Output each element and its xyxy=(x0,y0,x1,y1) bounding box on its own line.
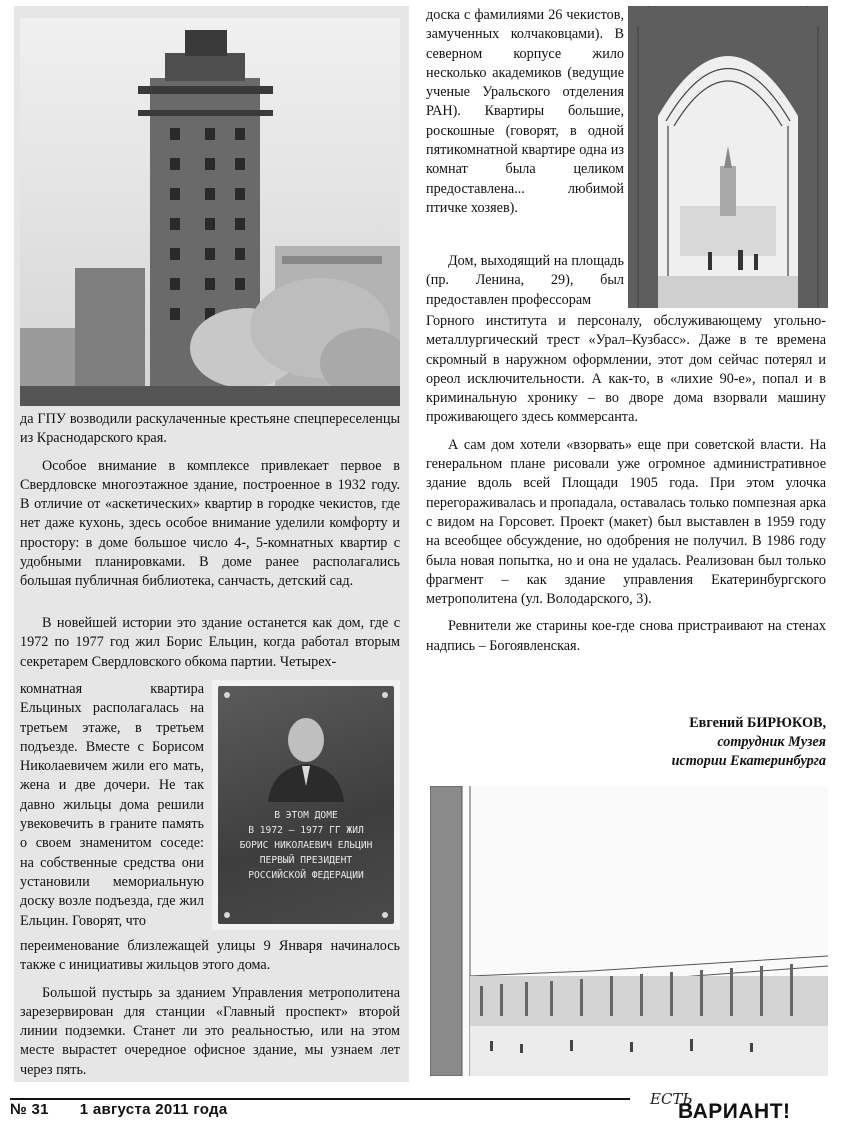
paragraph: Большой пустырь за зданием Управления метрополитена зарезервирован для станции «Главный проспект» второй линии подземки. Станет ли это реальностью, или на этом месте вырастет очередное офисное здание, мы узнаем лет через пять. xyxy=(20,984,400,1078)
right-text-block-1 xyxy=(426,6,624,218)
plaque-line: РОССИЙСКОЙ ФЕДЕРАЦИИ xyxy=(248,870,364,881)
issue-date: 1 августа 2011 года xyxy=(79,1101,228,1118)
left-text-narrow xyxy=(20,680,204,931)
left-text-block-3 xyxy=(20,937,400,1080)
screw-icon xyxy=(382,692,388,698)
arch-drawing xyxy=(628,6,828,308)
square-sketch xyxy=(430,786,828,1076)
author-name: Евгений БИРЮКОВ, xyxy=(689,715,826,731)
paragraph: А сам дом хотели «взорвать» еще при советской власти. На генеральном плане рисовали уже огромное административное здание вдоль всей Площади 1905 года. При этом улочка перегораживалась и пропадала, оставалась только помпезная арка с видом на Горсовет. Проект (макет) был выставлен в 1959 году на всеобщее обсуждение, но одобрения не получил. В 1986 году была новая попытка, но и она не удалась. Реализован был только фрагмент – как здание управления Екатеринбургского метрополитена (ул. Володарского, 3). xyxy=(426,436,826,608)
plaque-line: В ЭТОМ ДОМЕ xyxy=(274,810,338,821)
right-text-block-2 xyxy=(426,252,624,310)
paragraph-intro: В новейшей истории это здание останется как дом, где с 1972 по 1977 год жил Борис Ельцин, когда работал вторым секретарем Свердловского обкома партии. Четырех- xyxy=(20,615,400,670)
author-role: сотрудник Музея xyxy=(717,734,826,750)
page-footer xyxy=(10,1090,828,1128)
author-role: истории Екатеринбурга xyxy=(671,753,826,769)
plaque-inscription xyxy=(228,808,384,883)
right-text-block-3 xyxy=(426,312,826,656)
logo-script: ЕСТЬ xyxy=(650,1090,693,1108)
paragraph: да ГПУ возводили раскулаченные крестьяне спецпереселенцы из Краснодарского края. xyxy=(20,411,400,447)
paragraph: Особое внимание в комплексе привлекает первое в Свердловске многоэтажное здание, построенное в 1932 году. В отличие от «аскетических» квартир в городке чекистов, где нет даже кухонь, здесь особое внимание уделили комфорту и простору: в доме большое число 4-, 5-комнатных квартир с удобными планировками. В доме ранее располагались большая публичная библиотека, санчасть, детский сад. xyxy=(20,457,400,590)
plaque-line: ПЕРВЫЙ ПРЕЗИДЕНТ xyxy=(259,855,353,866)
paragraph: Ревнители же старины кое-где снова пристраивают на стенах надпись – Богоявленская. xyxy=(426,618,826,654)
left-text-block-2 xyxy=(20,614,400,672)
plaque-line: БОРИС НИКОЛАЕВИЧ ЕЛЬЦИН xyxy=(239,840,373,851)
paragraph-narrow: комнатная квартира Ельциных располагалась на третьем этаже, в третьем подъезде. Вместе с Борисом Николаевичем жили его мать, жена и две дочери. Не так давно жильцы дома решили увековечить в граните память о своем знаменитом соседе: на собственные средства они установили мемориальную доску возле подъезда, где жил Ельцин. Говорят, что xyxy=(20,681,204,929)
author-signature xyxy=(426,714,826,771)
paragraph: Горного института и персоналу, обслуживающему угольно-металлургический трест «Урал–Кузбасс». Даже в те времена скромный в наружном оформлении, этот дом сейчас потерял и ореол исключительности. А как-то, в «лихие 90-е», попал и в криминальную хронику – во дворе дома взорвали машину проживающего здесь коммерсанта. xyxy=(426,313,826,426)
screw-icon xyxy=(224,912,230,918)
paragraph: Дом, выходящий на площадь (пр. Ленина, 29), был предоставлен профессорам xyxy=(426,253,624,308)
footer-rule xyxy=(10,1098,630,1100)
issue-info xyxy=(10,1101,228,1118)
portrait-icon xyxy=(258,706,354,802)
plaque-line: В 1972 – 1977 ГГ ЖИЛ xyxy=(248,825,364,836)
memorial-plaque-photo xyxy=(212,680,400,930)
paragraph: переименование близлежащей улицы 9 Января начиналось также с инициативы жильцов этого дома. xyxy=(20,938,400,974)
screw-icon xyxy=(224,692,230,698)
tower-building-photo xyxy=(20,18,400,406)
issue-number: № 31 xyxy=(10,1101,49,1118)
plaque-stone xyxy=(218,686,394,924)
screw-icon xyxy=(382,912,388,918)
paragraph: доска с фамилиями 26 чекистов, замученных колчаковцами). В северном корпусе жило несколько академиков (ведущие ученые Уральского отделения РАН). Квартиры большие, роскошные (говорят, в одной пятикомнатной квартире одна из комнат была целиком предоставлена... любимой птичке хозяев). xyxy=(426,7,624,216)
newspaper-logo: ВАРИАНТ! xyxy=(678,1100,791,1123)
left-text-block-1 xyxy=(20,410,400,592)
